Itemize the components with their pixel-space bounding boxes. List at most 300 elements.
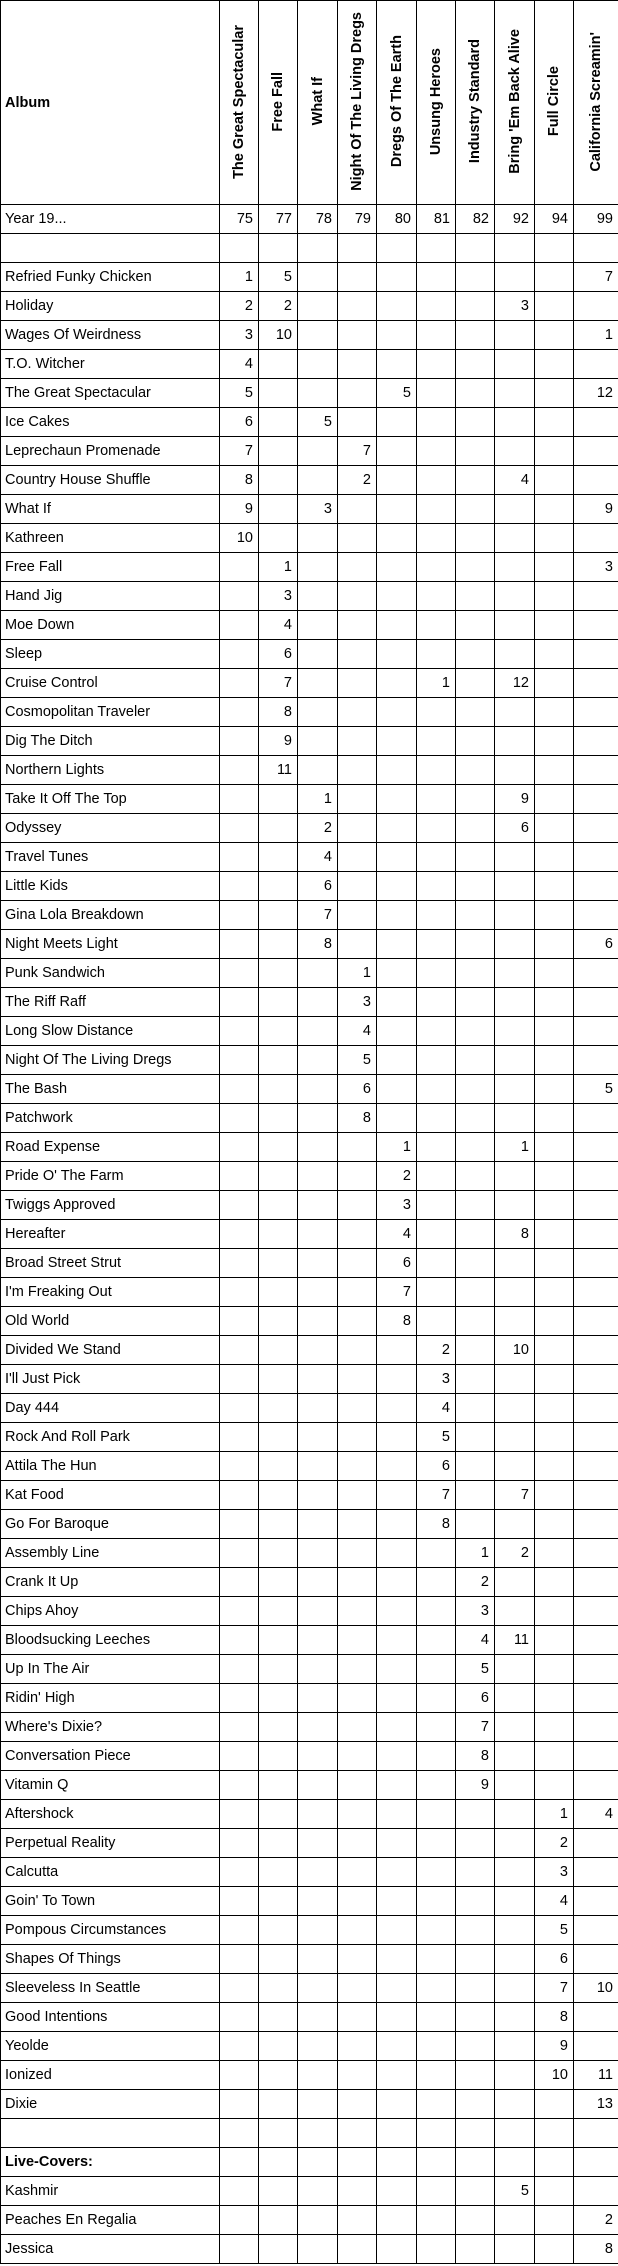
track-position-cell[interactable] — [495, 350, 535, 379]
track-position-cell[interactable] — [338, 727, 377, 756]
track-position-cell[interactable] — [535, 292, 574, 321]
track-position-cell[interactable] — [338, 1336, 377, 1365]
track-position-cell[interactable] — [535, 843, 574, 872]
track-position-cell[interactable]: 5 — [456, 1655, 495, 1684]
track-position-cell[interactable] — [495, 1655, 535, 1684]
track-position-cell[interactable] — [456, 1336, 495, 1365]
track-position-cell[interactable]: 12 — [574, 379, 618, 408]
track-position-cell[interactable] — [220, 1626, 259, 1655]
track-position-cell[interactable]: 5 — [298, 408, 338, 437]
track-position-cell[interactable] — [456, 1249, 495, 1278]
track-position-cell[interactable] — [417, 1104, 456, 1133]
track-position-cell[interactable]: 12 — [495, 669, 535, 698]
track-position-cell[interactable] — [259, 437, 298, 466]
track-position-cell[interactable] — [377, 1945, 417, 1974]
track-position-cell[interactable]: 6 — [259, 640, 298, 669]
track-position-cell[interactable] — [338, 2119, 377, 2148]
track-position-cell[interactable] — [259, 1771, 298, 1800]
track-position-cell[interactable] — [417, 2177, 456, 2206]
track-position-cell[interactable] — [574, 727, 618, 756]
track-position-cell[interactable]: 7 — [495, 1481, 535, 1510]
track-position-cell[interactable] — [259, 988, 298, 1017]
track-position-cell[interactable] — [456, 785, 495, 814]
track-position-cell[interactable] — [495, 640, 535, 669]
track-position-cell[interactable] — [259, 1104, 298, 1133]
track-position-cell[interactable] — [298, 524, 338, 553]
track-position-cell[interactable]: 8 — [535, 2003, 574, 2032]
track-position-cell[interactable] — [298, 1336, 338, 1365]
track-position-cell[interactable] — [495, 2061, 535, 2090]
album-column-header[interactable] — [495, 1, 535, 205]
track-position-cell[interactable] — [456, 2148, 495, 2177]
track-name-cell[interactable]: Little Kids — [1, 872, 220, 901]
album-column-header[interactable] — [417, 1, 456, 205]
track-position-cell[interactable] — [495, 1423, 535, 1452]
track-position-cell[interactable] — [456, 2206, 495, 2235]
track-position-cell[interactable] — [456, 408, 495, 437]
track-position-cell[interactable] — [417, 756, 456, 785]
track-position-cell[interactable]: 3 — [535, 1858, 574, 1887]
track-position-cell[interactable] — [456, 2119, 495, 2148]
track-position-cell[interactable] — [338, 698, 377, 727]
track-position-cell[interactable] — [456, 2061, 495, 2090]
track-name-cell[interactable] — [1, 2119, 220, 2148]
track-position-cell[interactable] — [535, 1771, 574, 1800]
track-position-cell[interactable] — [338, 1307, 377, 1336]
year-cell[interactable]: 82 — [456, 205, 495, 234]
track-position-cell[interactable] — [456, 872, 495, 901]
track-position-cell[interactable] — [220, 1481, 259, 1510]
track-position-cell[interactable] — [417, 1568, 456, 1597]
track-position-cell[interactable] — [298, 1597, 338, 1626]
track-position-cell[interactable]: 9 — [495, 785, 535, 814]
track-position-cell[interactable] — [417, 1858, 456, 1887]
track-position-cell[interactable] — [259, 1684, 298, 1713]
track-position-cell[interactable]: 2 — [259, 292, 298, 321]
track-position-cell[interactable]: 1 — [456, 1539, 495, 1568]
track-name-cell[interactable]: Kat Food — [1, 1481, 220, 1510]
track-position-cell[interactable] — [377, 437, 417, 466]
track-position-cell[interactable] — [417, 2119, 456, 2148]
track-position-cell[interactable] — [220, 814, 259, 843]
track-position-cell[interactable] — [377, 1365, 417, 1394]
track-position-cell[interactable] — [456, 1365, 495, 1394]
track-name-cell[interactable]: Pride O' The Farm — [1, 1162, 220, 1191]
track-position-cell[interactable] — [495, 1249, 535, 1278]
track-position-cell[interactable] — [456, 553, 495, 582]
track-position-cell[interactable]: 11 — [574, 2061, 618, 2090]
track-position-cell[interactable] — [574, 1046, 618, 1075]
track-position-cell[interactable] — [298, 2148, 338, 2177]
track-position-cell[interactable] — [495, 2235, 535, 2264]
track-position-cell[interactable] — [338, 1974, 377, 2003]
track-position-cell[interactable] — [377, 1539, 417, 1568]
track-position-cell[interactable] — [259, 785, 298, 814]
track-position-cell[interactable] — [259, 1394, 298, 1423]
track-position-cell[interactable] — [259, 2119, 298, 2148]
track-name-cell[interactable]: Kashmir — [1, 2177, 220, 2206]
track-position-cell[interactable] — [495, 1075, 535, 1104]
track-position-cell[interactable] — [338, 321, 377, 350]
track-position-cell[interactable]: 4 — [377, 1220, 417, 1249]
track-position-cell[interactable] — [535, 1597, 574, 1626]
track-position-cell[interactable] — [377, 263, 417, 292]
track-position-cell[interactable] — [456, 930, 495, 959]
track-position-cell[interactable] — [259, 1336, 298, 1365]
track-position-cell[interactable]: 6 — [574, 930, 618, 959]
track-position-cell[interactable] — [338, 1684, 377, 1713]
track-position-cell[interactable] — [338, 350, 377, 379]
track-position-cell[interactable] — [259, 901, 298, 930]
track-position-cell[interactable] — [417, 785, 456, 814]
track-position-cell[interactable] — [220, 1597, 259, 1626]
track-position-cell[interactable] — [417, 437, 456, 466]
track-position-cell[interactable] — [535, 524, 574, 553]
track-position-cell[interactable] — [574, 901, 618, 930]
track-position-cell[interactable] — [298, 582, 338, 611]
track-position-cell[interactable] — [220, 2206, 259, 2235]
track-position-cell[interactable] — [417, 1713, 456, 1742]
track-position-cell[interactable] — [495, 437, 535, 466]
track-position-cell[interactable] — [298, 2003, 338, 2032]
track-position-cell[interactable] — [377, 1423, 417, 1452]
track-position-cell[interactable] — [298, 321, 338, 350]
track-name-cell[interactable]: Shapes Of Things — [1, 1945, 220, 1974]
track-position-cell[interactable] — [220, 1133, 259, 1162]
track-position-cell[interactable] — [495, 1771, 535, 1800]
track-position-cell[interactable] — [377, 756, 417, 785]
track-position-cell[interactable]: 1 — [377, 1133, 417, 1162]
track-position-cell[interactable] — [298, 1539, 338, 1568]
track-position-cell[interactable]: 6 — [377, 1249, 417, 1278]
track-position-cell[interactable] — [220, 2235, 259, 2264]
track-position-cell[interactable] — [298, 2206, 338, 2235]
track-position-cell[interactable]: 6 — [220, 408, 259, 437]
track-position-cell[interactable] — [417, 959, 456, 988]
track-position-cell[interactable] — [338, 2061, 377, 2090]
track-position-cell[interactable]: 13 — [574, 2090, 618, 2119]
track-position-cell[interactable] — [417, 1075, 456, 1104]
track-position-cell[interactable]: 7 — [417, 1481, 456, 1510]
track-position-cell[interactable]: 3 — [495, 292, 535, 321]
track-position-cell[interactable] — [298, 640, 338, 669]
track-position-cell[interactable] — [220, 2148, 259, 2177]
track-position-cell[interactable] — [338, 756, 377, 785]
track-position-cell[interactable]: 5 — [535, 1916, 574, 1945]
track-name-cell[interactable]: Holiday — [1, 292, 220, 321]
track-position-cell[interactable] — [574, 1278, 618, 1307]
track-position-cell[interactable] — [535, 1191, 574, 1220]
track-position-cell[interactable] — [535, 408, 574, 437]
track-position-cell[interactable] — [298, 1104, 338, 1133]
track-position-cell[interactable]: 8 — [298, 930, 338, 959]
track-position-cell[interactable] — [574, 408, 618, 437]
track-position-cell[interactable] — [495, 2206, 535, 2235]
track-position-cell[interactable]: 7 — [574, 263, 618, 292]
track-position-cell[interactable] — [456, 727, 495, 756]
track-name-cell[interactable]: Twiggs Approved — [1, 1191, 220, 1220]
track-position-cell[interactable] — [417, 640, 456, 669]
track-position-cell[interactable] — [259, 1742, 298, 1771]
track-position-cell[interactable] — [298, 1423, 338, 1452]
track-name-cell[interactable]: Up In The Air — [1, 1655, 220, 1684]
track-position-cell[interactable] — [535, 1626, 574, 1655]
track-name-cell[interactable]: What If — [1, 495, 220, 524]
track-position-cell[interactable] — [495, 234, 535, 263]
track-position-cell[interactable] — [417, 1133, 456, 1162]
track-position-cell[interactable] — [495, 901, 535, 930]
track-position-cell[interactable] — [298, 611, 338, 640]
track-position-cell[interactable] — [456, 1510, 495, 1539]
track-position-cell[interactable] — [298, 959, 338, 988]
track-name-cell[interactable]: Yeolde — [1, 2032, 220, 2061]
track-position-cell[interactable] — [259, 1423, 298, 1452]
track-position-cell[interactable] — [338, 1916, 377, 1945]
track-position-cell[interactable] — [417, 1626, 456, 1655]
track-position-cell[interactable] — [456, 901, 495, 930]
track-name-cell[interactable]: Punk Sandwich — [1, 959, 220, 988]
track-position-cell[interactable] — [574, 350, 618, 379]
track-position-cell[interactable] — [259, 930, 298, 959]
track-position-cell[interactable] — [535, 698, 574, 727]
track-position-cell[interactable] — [298, 2177, 338, 2206]
track-position-cell[interactable]: 10 — [220, 524, 259, 553]
track-position-cell[interactable] — [298, 466, 338, 495]
track-position-cell[interactable] — [377, 785, 417, 814]
track-position-cell[interactable] — [456, 1423, 495, 1452]
track-name-cell[interactable]: Where's Dixie? — [1, 1713, 220, 1742]
track-position-cell[interactable] — [220, 2119, 259, 2148]
track-position-cell[interactable] — [417, 350, 456, 379]
track-position-cell[interactable] — [259, 1626, 298, 1655]
track-position-cell[interactable]: 1 — [417, 669, 456, 698]
track-position-cell[interactable]: 2 — [535, 1829, 574, 1858]
track-name-cell[interactable]: The Great Spectacular — [1, 379, 220, 408]
album-column-header[interactable] — [535, 1, 574, 205]
track-position-cell[interactable] — [574, 1510, 618, 1539]
track-position-cell[interactable] — [535, 1423, 574, 1452]
track-position-cell[interactable]: 4 — [259, 611, 298, 640]
track-position-cell[interactable] — [417, 872, 456, 901]
track-position-cell[interactable] — [535, 1742, 574, 1771]
track-position-cell[interactable] — [417, 1974, 456, 2003]
track-position-cell[interactable] — [456, 756, 495, 785]
track-position-cell[interactable] — [259, 2235, 298, 2264]
track-position-cell[interactable] — [535, 930, 574, 959]
track-position-cell[interactable]: 5 — [220, 379, 259, 408]
track-position-cell[interactable] — [338, 1800, 377, 1829]
track-position-cell[interactable]: 8 — [495, 1220, 535, 1249]
track-position-cell[interactable] — [535, 1278, 574, 1307]
track-position-cell[interactable] — [535, 466, 574, 495]
track-position-cell[interactable]: 2 — [377, 1162, 417, 1191]
track-position-cell[interactable] — [495, 1887, 535, 1916]
track-position-cell[interactable] — [495, 2148, 535, 2177]
track-position-cell[interactable] — [338, 1220, 377, 1249]
track-position-cell[interactable] — [377, 669, 417, 698]
track-position-cell[interactable] — [259, 2177, 298, 2206]
track-name-cell[interactable]: Old World — [1, 1307, 220, 1336]
track-name-cell[interactable]: I'm Freaking Out — [1, 1278, 220, 1307]
year-cell[interactable]: 78 — [298, 205, 338, 234]
track-position-cell[interactable]: 10 — [259, 321, 298, 350]
track-position-cell[interactable] — [259, 524, 298, 553]
track-position-cell[interactable] — [574, 988, 618, 1017]
track-position-cell[interactable] — [495, 611, 535, 640]
track-position-cell[interactable] — [377, 1481, 417, 1510]
track-name-cell[interactable]: Hereafter — [1, 1220, 220, 1249]
year-cell[interactable]: 92 — [495, 205, 535, 234]
track-position-cell[interactable] — [495, 1742, 535, 1771]
track-position-cell[interactable] — [220, 727, 259, 756]
track-position-cell[interactable] — [338, 1655, 377, 1684]
track-position-cell[interactable] — [535, 1713, 574, 1742]
track-position-cell[interactable]: 1 — [495, 1133, 535, 1162]
track-position-cell[interactable] — [338, 1713, 377, 1742]
track-position-cell[interactable] — [417, 1046, 456, 1075]
track-position-cell[interactable] — [259, 2090, 298, 2119]
track-position-cell[interactable] — [574, 1017, 618, 1046]
track-position-cell[interactable] — [259, 872, 298, 901]
track-position-cell[interactable] — [298, 1365, 338, 1394]
track-name-cell[interactable]: T.O. Witcher — [1, 350, 220, 379]
track-position-cell[interactable] — [495, 321, 535, 350]
track-name-cell[interactable]: Perpetual Reality — [1, 1829, 220, 1858]
track-position-cell[interactable] — [220, 1423, 259, 1452]
track-position-cell[interactable] — [417, 321, 456, 350]
track-position-cell[interactable] — [574, 2119, 618, 2148]
track-position-cell[interactable] — [377, 408, 417, 437]
track-position-cell[interactable]: 8 — [259, 698, 298, 727]
track-position-cell[interactable] — [574, 785, 618, 814]
track-position-cell[interactable] — [338, 1626, 377, 1655]
track-position-cell[interactable] — [338, 2032, 377, 2061]
track-position-cell[interactable] — [574, 1684, 618, 1713]
track-position-cell[interactable] — [220, 1742, 259, 1771]
track-position-cell[interactable] — [495, 698, 535, 727]
track-position-cell[interactable]: 5 — [259, 263, 298, 292]
track-name-cell[interactable]: Moe Down — [1, 611, 220, 640]
track-position-cell[interactable] — [377, 1626, 417, 1655]
track-position-cell[interactable] — [417, 582, 456, 611]
track-position-cell[interactable]: 10 — [495, 1336, 535, 1365]
track-position-cell[interactable] — [377, 1742, 417, 1771]
track-position-cell[interactable] — [338, 1568, 377, 1597]
track-position-cell[interactable] — [417, 843, 456, 872]
track-position-cell[interactable] — [338, 611, 377, 640]
track-position-cell[interactable] — [574, 640, 618, 669]
track-position-cell[interactable] — [574, 1365, 618, 1394]
track-position-cell[interactable] — [220, 2177, 259, 2206]
track-position-cell[interactable]: 8 — [377, 1307, 417, 1336]
track-position-cell[interactable] — [338, 1829, 377, 1858]
track-position-cell[interactable] — [298, 2032, 338, 2061]
track-position-cell[interactable] — [338, 930, 377, 959]
track-position-cell[interactable]: 6 — [417, 1452, 456, 1481]
album-column-header[interactable] — [377, 1, 417, 205]
track-name-cell[interactable]: Patchwork — [1, 1104, 220, 1133]
track-position-cell[interactable]: 8 — [338, 1104, 377, 1133]
track-position-cell[interactable] — [535, 379, 574, 408]
track-position-cell[interactable] — [338, 1133, 377, 1162]
track-name-cell[interactable]: Go For Baroque — [1, 1510, 220, 1539]
track-position-cell[interactable] — [574, 1568, 618, 1597]
track-position-cell[interactable] — [495, 988, 535, 1017]
track-position-cell[interactable] — [417, 814, 456, 843]
track-position-cell[interactable] — [259, 1655, 298, 1684]
track-name-cell[interactable]: Jessica — [1, 2235, 220, 2264]
track-position-cell[interactable] — [574, 1104, 618, 1133]
track-position-cell[interactable] — [338, 379, 377, 408]
track-position-cell[interactable] — [338, 2148, 377, 2177]
track-position-cell[interactable] — [456, 2032, 495, 2061]
track-position-cell[interactable] — [456, 350, 495, 379]
track-position-cell[interactable]: 8 — [417, 1510, 456, 1539]
track-position-cell[interactable] — [298, 2061, 338, 2090]
track-position-cell[interactable] — [456, 495, 495, 524]
track-name-cell[interactable]: Wages Of Weirdness — [1, 321, 220, 350]
track-position-cell[interactable] — [259, 495, 298, 524]
track-position-cell[interactable]: 7 — [535, 1974, 574, 2003]
track-position-cell[interactable] — [377, 640, 417, 669]
track-position-cell[interactable] — [417, 1017, 456, 1046]
track-name-cell[interactable]: Leprechaun Promenade — [1, 437, 220, 466]
track-position-cell[interactable] — [377, 727, 417, 756]
track-position-cell[interactable] — [417, 2032, 456, 2061]
track-position-cell[interactable] — [338, 524, 377, 553]
track-position-cell[interactable] — [574, 1336, 618, 1365]
track-position-cell[interactable] — [338, 2235, 377, 2264]
track-position-cell[interactable] — [377, 553, 417, 582]
track-position-cell[interactable] — [456, 321, 495, 350]
track-position-cell[interactable] — [298, 727, 338, 756]
track-position-cell[interactable] — [417, 495, 456, 524]
track-position-cell[interactable] — [417, 2090, 456, 2119]
track-position-cell[interactable] — [220, 1220, 259, 1249]
year-cell[interactable]: 81 — [417, 205, 456, 234]
track-position-cell[interactable] — [298, 1568, 338, 1597]
track-position-cell[interactable] — [259, 1017, 298, 1046]
track-position-cell[interactable] — [220, 1017, 259, 1046]
track-position-cell[interactable] — [456, 466, 495, 495]
track-position-cell[interactable] — [574, 1829, 618, 1858]
track-position-cell[interactable] — [377, 2119, 417, 2148]
track-position-cell[interactable] — [220, 1278, 259, 1307]
track-position-cell[interactable] — [259, 1278, 298, 1307]
track-position-cell[interactable] — [220, 930, 259, 959]
track-position-cell[interactable] — [220, 1858, 259, 1887]
track-position-cell[interactable] — [338, 1742, 377, 1771]
track-position-cell[interactable]: 7 — [298, 901, 338, 930]
track-position-cell[interactable] — [495, 1046, 535, 1075]
track-position-cell[interactable] — [535, 437, 574, 466]
track-name-cell[interactable]: Dixie — [1, 2090, 220, 2119]
track-position-cell[interactable] — [574, 756, 618, 785]
track-position-cell[interactable]: 9 — [259, 727, 298, 756]
track-position-cell[interactable] — [377, 2032, 417, 2061]
track-position-cell[interactable] — [574, 1481, 618, 1510]
track-position-cell[interactable] — [338, 1278, 377, 1307]
track-position-cell[interactable] — [298, 1771, 338, 1800]
track-position-cell[interactable] — [574, 234, 618, 263]
track-position-cell[interactable] — [338, 553, 377, 582]
track-position-cell[interactable] — [495, 1916, 535, 1945]
track-position-cell[interactable] — [535, 988, 574, 1017]
track-position-cell[interactable] — [456, 379, 495, 408]
track-position-cell[interactable] — [220, 1887, 259, 1916]
track-position-cell[interactable] — [298, 1162, 338, 1191]
track-position-cell[interactable] — [495, 582, 535, 611]
